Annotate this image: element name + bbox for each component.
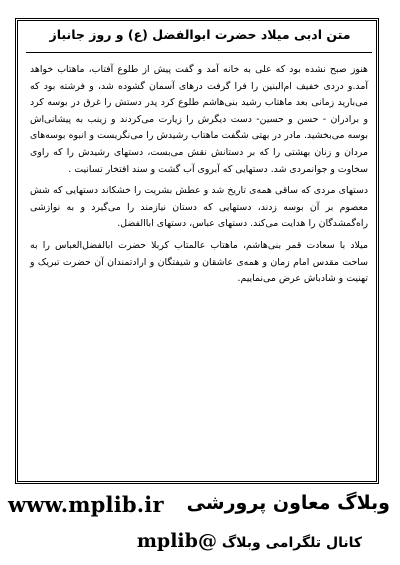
telegram-handle[interactable]: @mplib [136, 530, 217, 552]
paragraph-2: دستهای مردی که ساقی همه‌ی تاریخ شد و عطش بشریت را خشکاند دستهایی که شش معصوم بر آن بوسه زدند، دستهایی که دستان نیازمند را می‌گیرد و به نوازشی راه‌گمشدگان را هدایت می‌کند. دستهای عباس، دستهای اباالفضل. [30, 185, 368, 230]
document-body [30, 62, 368, 288]
document-title: متن ادبی میلاد حضرت ابوالفضل (ع) و روز جانباز [49, 27, 351, 42]
telegram-channel [131, 530, 362, 552]
site-url-link[interactable]: www.mplib.ir [8, 492, 164, 517]
blog-title: وبلاگ معاون پرورشی [186, 492, 390, 514]
title-divider [26, 52, 372, 53]
telegram-label: کانال تلگرامی وبلاگ [221, 535, 362, 551]
paragraph-1: هنوز صبح نشده بود که علی به خانه آمد و گفت پیش از طلوع آفتاب، ماهتاب خواهد آمد.و دردی خفیف ام‌البنین را فرا گرفت درهای آسمان گشوده شد، و فرشته بود که می‌بارید زمانی بعد ماهتاب رشید بنی‌هاشم طلوع کرد پدر دستش را غرق در بوسه کرد و برادران - حسن و حسین- دست دیگرش را زیارت می‌کردند و زینب به پیشانی‌اش بوسه می‌بخشید. مادر در بهتی شگفت ماهتاب رشیدش را می‌نگریست و انبوه بوسه‌های مردان و زنان بهشتی را که بر دستانش نقش می‌بست، دستهای رشیدش را که راوی سخاوت و جوانمردی شد. دستهایی که آبروی آب گشت و سند افتخار تسانیت . [30, 64, 368, 175]
footer [0, 488, 400, 565]
paragraph-3: میلاد با سعادت قمر بنی‌هاشم، ماهتاب عالمتاب کربلا حضرت ابالفضل‌العباس را به ساحت مقدس امام زمان و همه‌ی عاشقان و شیفتگان و ارادتمندان آن حضرت تبریک و تهنیت و شادباش عرض می‌نماییم. [30, 239, 368, 285]
